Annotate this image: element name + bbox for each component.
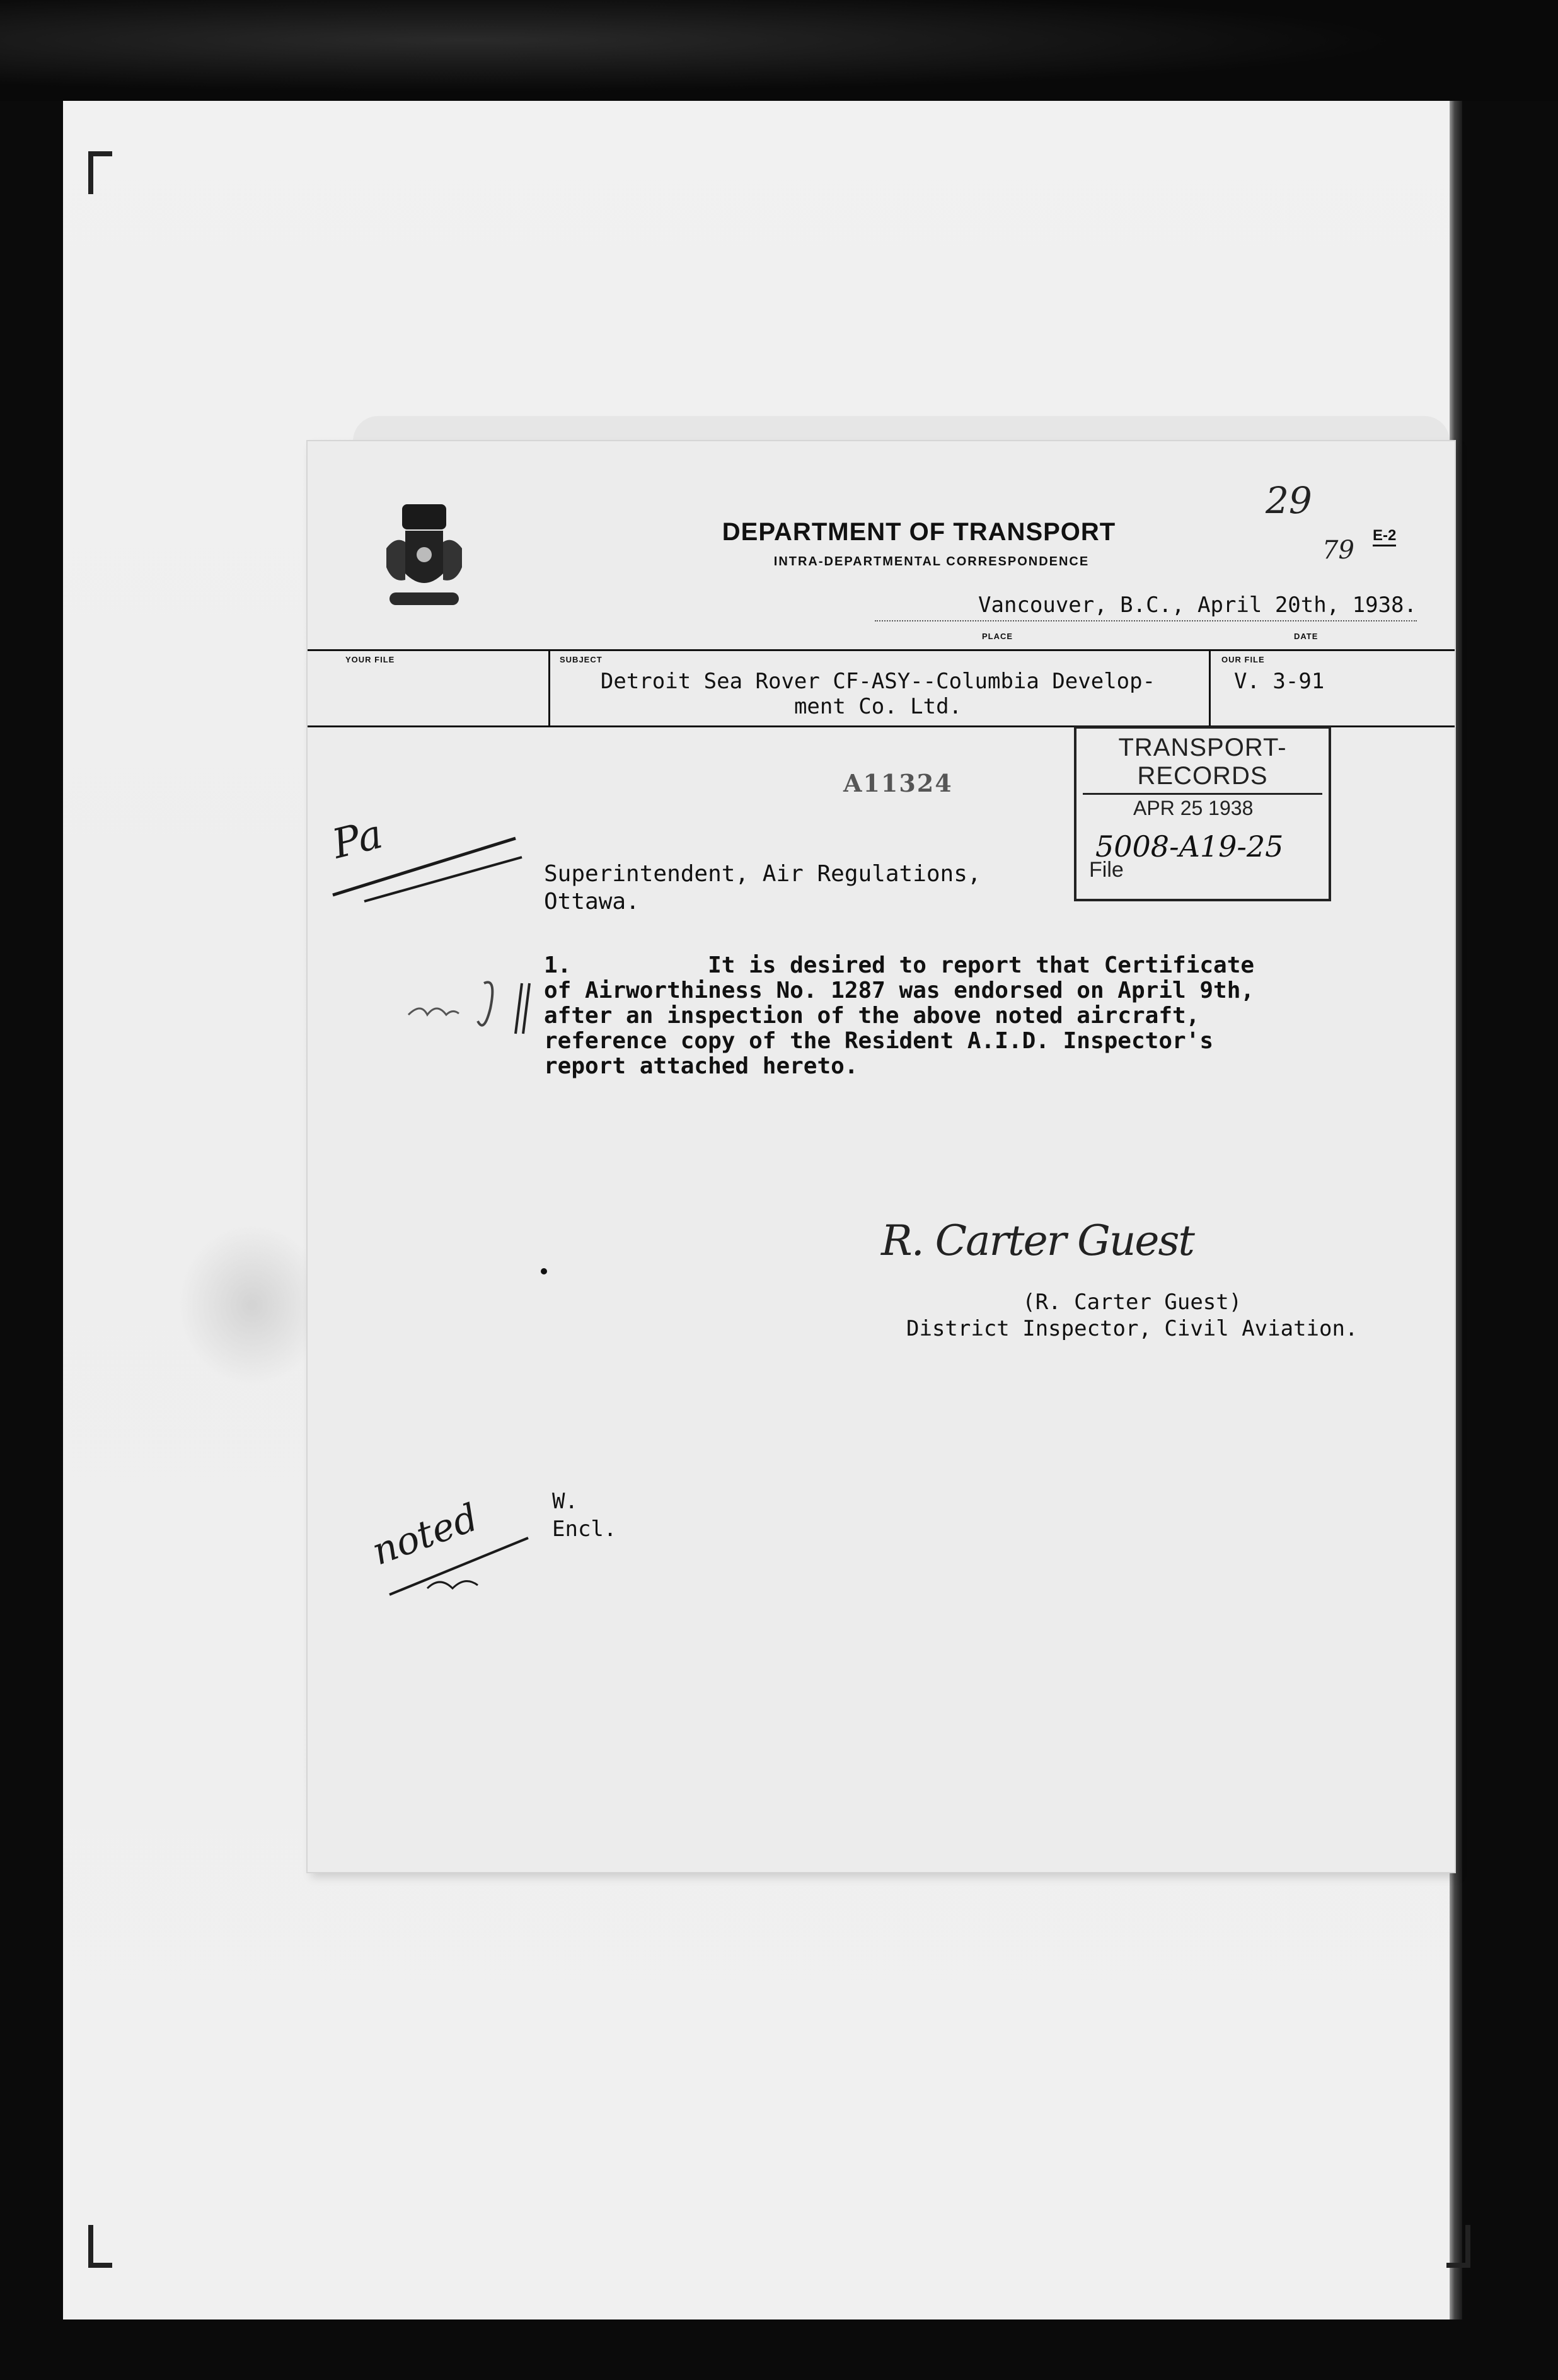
stamp-date: APR 25 1938 (1133, 797, 1254, 819)
smudge-mark (176, 1223, 328, 1387)
field-divider (548, 651, 550, 725)
stamp-file-number: 5008-A19-25 (1095, 829, 1284, 864)
records-stamp (1074, 726, 1331, 901)
form-code: E-2 (1373, 527, 1396, 546)
our-file-label: OUR FILE (1221, 655, 1265, 664)
correspondence-subtitle: INTRA-DEPARTMENTAL CORRESPONDENCE (773, 555, 1090, 569)
document-number: A11324 (843, 769, 953, 797)
noted-strokes (383, 1525, 534, 1601)
place-date-line: Vancouver, B.C., April 20th, 1938. (875, 592, 1417, 621)
signatory-block: (R. Carter Guest) District Inspector, Civil Aviation. (906, 1290, 1358, 1341)
addressee: Superintendent, Air Regulations, Ottawa. (544, 861, 981, 915)
margin-scribble (402, 971, 541, 1040)
handwritten-number-second: 79 (1322, 536, 1354, 565)
enclosure-note: W. Encl. (552, 1489, 617, 1542)
place-label: PLACE (982, 632, 1013, 641)
our-file-value: V. 3-91 (1234, 669, 1325, 694)
stamp-title: TRANSPORT-RECORDS (1083, 734, 1322, 795)
date-label: DATE (1294, 632, 1319, 641)
department-title: DEPARTMENT OF TRANSPORT (722, 518, 1116, 546)
your-file-label: YOUR FILE (345, 655, 395, 664)
crop-mark-top-left (88, 151, 112, 194)
crop-mark-bottom-left (88, 2225, 112, 2268)
noted-annotation: noted (366, 1495, 484, 1574)
crop-mark-bottom-right (1446, 2225, 1470, 2268)
handwritten-number-top: 29 (1266, 479, 1312, 522)
margin-note-initials: Pa (328, 811, 388, 869)
coat-of-arms-icon (383, 504, 465, 618)
memo-body: 1. It is desired to report that Certificate of Airworthiness No. 1287 was endorsed on April 9th, after an inspection of the above noted aircraft, reference copy of the Resident A.I.D. Inspector's report attached hereto. (544, 952, 1255, 1079)
subject-text: Detroit Sea Rover CF-ASY--Columbia Develop- ment Co. Ltd. (600, 669, 1156, 719)
dot-mark (541, 1268, 547, 1274)
film-border-top (0, 0, 1558, 101)
memo-sheet (308, 441, 1455, 1872)
signature: R. Carter Guest (881, 1216, 1194, 1265)
stamp-file-label: File (1089, 858, 1124, 882)
field-divider (1209, 651, 1211, 725)
margin-note-strokes (326, 832, 528, 908)
subject-label: SUBJECT (560, 655, 603, 664)
reference-fields (308, 649, 1455, 727)
